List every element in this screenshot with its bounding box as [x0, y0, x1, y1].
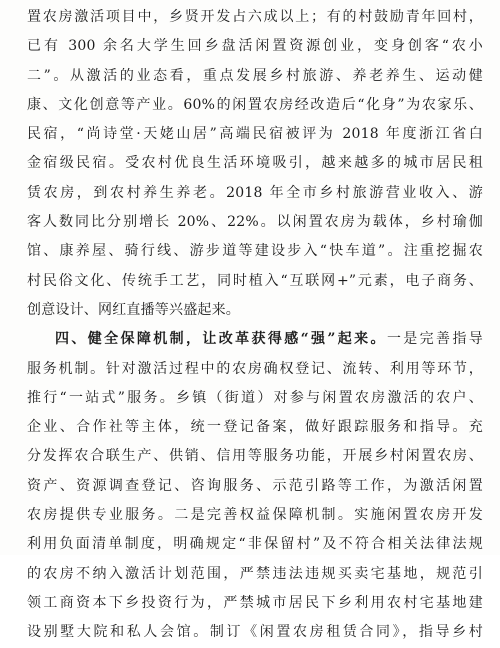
- text-line: 农房提供专业服务。二是完善权益保障机制。实施闲置农房开发: [27, 507, 483, 524]
- text-line: 已有 300 余名大学生回乡盘活闲置资源创业，变身创客“农小: [27, 38, 483, 55]
- text-line: 企业、合作社等主体，统一登记备案，做好跟踪服务和指导。充: [27, 419, 483, 436]
- text-line: 创意设计、网红直播等兴盛起来。: [27, 301, 240, 318]
- text-line: 分发挥农合联生产、供销、信用等服务功能，开展乡村闲置农房、: [27, 448, 483, 465]
- text-run: 一是完善指导: [386, 331, 483, 348]
- text-line: 推行“一站式”服务。乡镇（街道）对参与闲置农房激活的农户、: [27, 389, 483, 406]
- text-line: 设别墅大院和私人会馆。制订《闲置农房租赁合同》，指导乡村: [27, 624, 483, 641]
- text-line: 二”。从激活的业态看，重点发展乡村旅游、养老养生、运动健: [27, 67, 483, 84]
- text-line: 领工商资本下乡投资行为，严禁城市居民下乡利用农村宅基地建: [27, 594, 483, 611]
- paragraph-2: [27, 325, 483, 647]
- text-line: 馆、康养屋、骑行线、游步道等建设步入“快车道”。注重挖掘农: [27, 243, 483, 260]
- text-line: 村民俗文化、传统手工艺，同时植入“互联网+”元素，电子商务、: [27, 272, 483, 289]
- text-line: 资产、资源调查登记、咨询服务、示范引路等工作，为激活闲置: [27, 477, 483, 494]
- text-line: 的农房不纳入激活计划范围，严禁违法违规买卖宅基地，规范引: [27, 565, 483, 582]
- section-heading: 四、健全保障机制，让改革获得感“强”起来。: [55, 331, 387, 348]
- text-line: 利用负面清单制度，明确规定“非保留村”及不符合相关法律法规: [27, 536, 483, 553]
- paragraph-1: [27, 3, 483, 325]
- text-line: 赁农房，到农村养生养老。2018 年全市乡村旅游营业收入、游: [27, 184, 483, 201]
- text-line: 客人数同比分别增长 20%、22%。以闲置农房为载体，乡村瑜伽: [27, 214, 483, 231]
- text-line: 民宿，“尚诗堂·天姥山居”高端民宿被评为 2018 年度浙江省白: [27, 126, 483, 143]
- text-line: 康、文化创意等产业。60%的闲置农房经改造后“化身”为农家乐、: [27, 96, 483, 113]
- text-line: 服务机制。针对激活过程中的农房确权登记、流转、利用等环节，: [27, 360, 483, 377]
- text-line: 金宿级民宿。受农村优良生活环境吸引，越来越多的城市居民租: [27, 155, 483, 172]
- paragraph-2-first-line: [27, 325, 483, 354]
- text-line: 置农房激活项目中，乡贤开发占六成以上；有的村鼓励青年回村，: [27, 9, 483, 25]
